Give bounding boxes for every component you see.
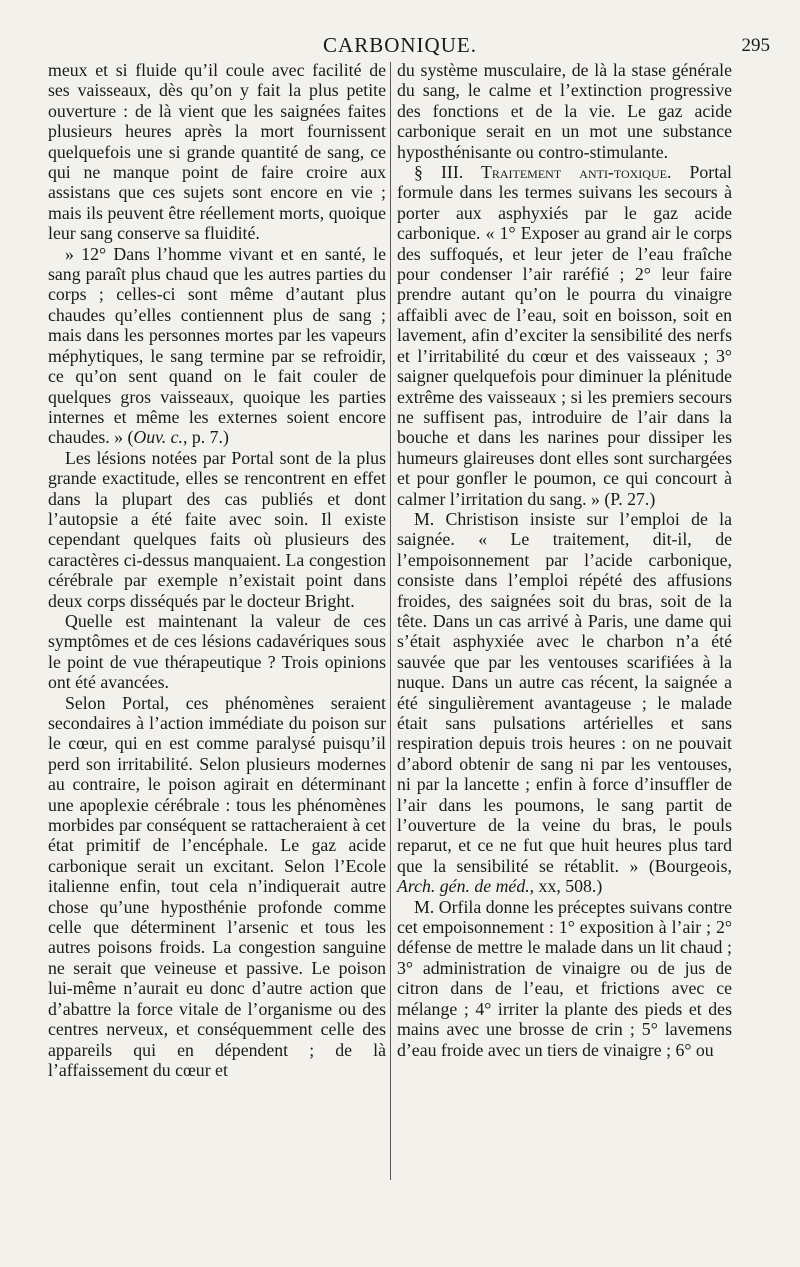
left-paragraph-3: Les lésions notées par Portal sont de la plus grande exactitude, elles se rencontrent en effet dans la plupart des cas publiés et dont l’autopsie a été faite avec soin. Il existe cependant quelques faits où plusieurs des caractères ci-dessus manquaient. La congestion cérébrale par exemple n’existait point dans deux corps disséqués par le docteur Bright. — [48, 447, 386, 611]
right-paragraph-3 — [397, 509, 732, 897]
right-paragraph-3-end: , xx, 508.) — [529, 876, 603, 897]
column-divider — [390, 62, 391, 1180]
right-paragraph-1: du système musculaire, de là la stase générale du sang, le calme et l’extinction progressive des fonctions et de la vie. Le gaz acide carbonique serait en un mot une substance hyposthénisante ou contro-stimulante. — [397, 60, 732, 162]
left-paragraph-4: Quelle est maintenant la valeur de ces symptômes et de ces lésions cadavériques sous le point de vue thérapeutique ? Trois opinions ont été avancées. — [48, 610, 386, 693]
section-heading: § III. Traitement anti-toxique. — [414, 162, 672, 183]
left-paragraph-2-text: » 12° Dans l’homme vivant et en santé, le sang paraît plus chaud que les autres parties du corps ; celles-ci sont même d’autant plus chaudes qu’elles contiennent plus de sang ; mais dans les personnes mortes par les vapeurs méphytiques, le sang termine par se refroidir, ce qu’on sent quand on le fait couler de quelques gros vaisseaux, quoique les parties internes et même les externes soient encore chaudes. » ( — [48, 243, 386, 448]
right-paragraph-2 — [397, 162, 732, 509]
running-title: CARBONIQUE. — [323, 33, 477, 57]
right-paragraph-3-citation: Arch. gén. de méd. — [397, 876, 530, 897]
left-paragraph-5: Selon Portal, ces phénomènes seraient secondaires à l’action immédiate du poison sur le cœur, qui en est comme paralysé puisqu’il perd son irritabilité. Selon plusieurs modernes au contraire, le poison agirait en déterminant une apoplexie cérébrale : tous les phénomènes morbides par conséquent se rattacheraient à cet état primitif de l’encéphale. Le gaz acide carbonique serait un excitant. Selon l’Ecole italienne enfin, tout cela n’indiquerait autre chose qu’une hyposthénie profonde comme celle que déterminent l’arsenic et tous les autres poisons froids. La congestion sanguine ne serait que veineuse et passive. Le poison lui-même n’aurait eu donc d’autre action que d’abattre la force vitale de l’organisme ou des centres nerveux, et conséquemment celle des appareils qui en dépendent ; de là l’affaissement du cœur et — [48, 692, 386, 1080]
page-number: 295 — [741, 35, 770, 56]
page-header — [0, 32, 800, 58]
right-paragraph-4: M. Orfila donne les préceptes suivans contre cet empoisonnement : 1° exposition à l’air ; 2° défense de mettre le malade dans un lit chaud ; 3° administration de vinaigre ou de jus de citron dans de l’eau, et frictions avec ce mélange ; 4° irriter la plante des pieds et des mains avec une brosse de crin ; 5° lavemens d’eau froide avec un tiers de vinaigre ; 6° ou — [397, 896, 732, 1060]
left-paragraph-2-citation: Ouv. c. — [133, 427, 183, 448]
right-paragraph-3-text: M. Christison insiste sur l’emploi de la saignée. « Le traitement, dit-il, de l’empoisonnement par l’acide carbonique, consiste dans l’emploi répété des affusions froides, des saignées soit du bras, soit de la tête. Dans un cas arrivé à Paris, une dame qui s’était asphyxiée avec le charbon n’a été sauvée que par les ventouses scarifiées à la nuque. Dans un autre cas récent, la saignée a été singulièrement avantageuse ; le malade était sans pulsations artérielles et sans respiration depuis trois heures : on ne pouvait d’abord obtenir de sang ni par les ventouses, ni par la lancette ; enfin à force d’insuffler de l’air dans les poumons, le sang partit de l’ouverture de la veine du bras, le pouls reparut, et ce ne fut que huit heures plus tard que la sensibilité se rétablit. » (Bourgeois, — [397, 508, 732, 876]
left-paragraph-2-end: , p. 7.) — [182, 427, 229, 448]
left-paragraph-2 — [48, 244, 386, 448]
right-column — [397, 60, 732, 1060]
left-column — [48, 60, 386, 1080]
right-paragraph-2-text: Portal formule dans les termes suivans les secours à porter aux asphyxiés par le gaz acide carbonique. « 1° Exposer au grand air le corps des suffoqués, et leur jeter de l’eau fraîche pour condenser l’air raréfié ; 2° leur faire prendre autant qu’on le pourra du vinaigre affaibli avec de l’eau, soit en boisson, soit en lavement, afin d’exciter la sensibilité des nerfs et l’irritabilité du cœur et des vaisseaux ; 3° saigner quelquefois pour diminuer la plénitude extrême des vaisseaux ; si les premiers secours ne suffisent pas, introduire de l’air dans la bouche et dans les narines pour dissiper les humeurs glaireuses dont elles sont surchargées et pour gonfler le poumon, ce qui concourt à calmer l’irritation du sang. » (P. 27.) — [397, 162, 733, 509]
left-paragraph-1: meux et si fluide qu’il coule avec facilité de ses vaisseaux, dès qu’on y fait la plus petite ouverture : de là vient que les saignées faites plusieurs heures après la mort fournissent quelquefois une si grande quantité de sang, ce qui ne manque point de faire croire aux assistans que ces sujets sont encore en vie ; mais ils peuvent être réellement morts, quoique leur sang conserve sa fluidité. — [48, 60, 386, 244]
